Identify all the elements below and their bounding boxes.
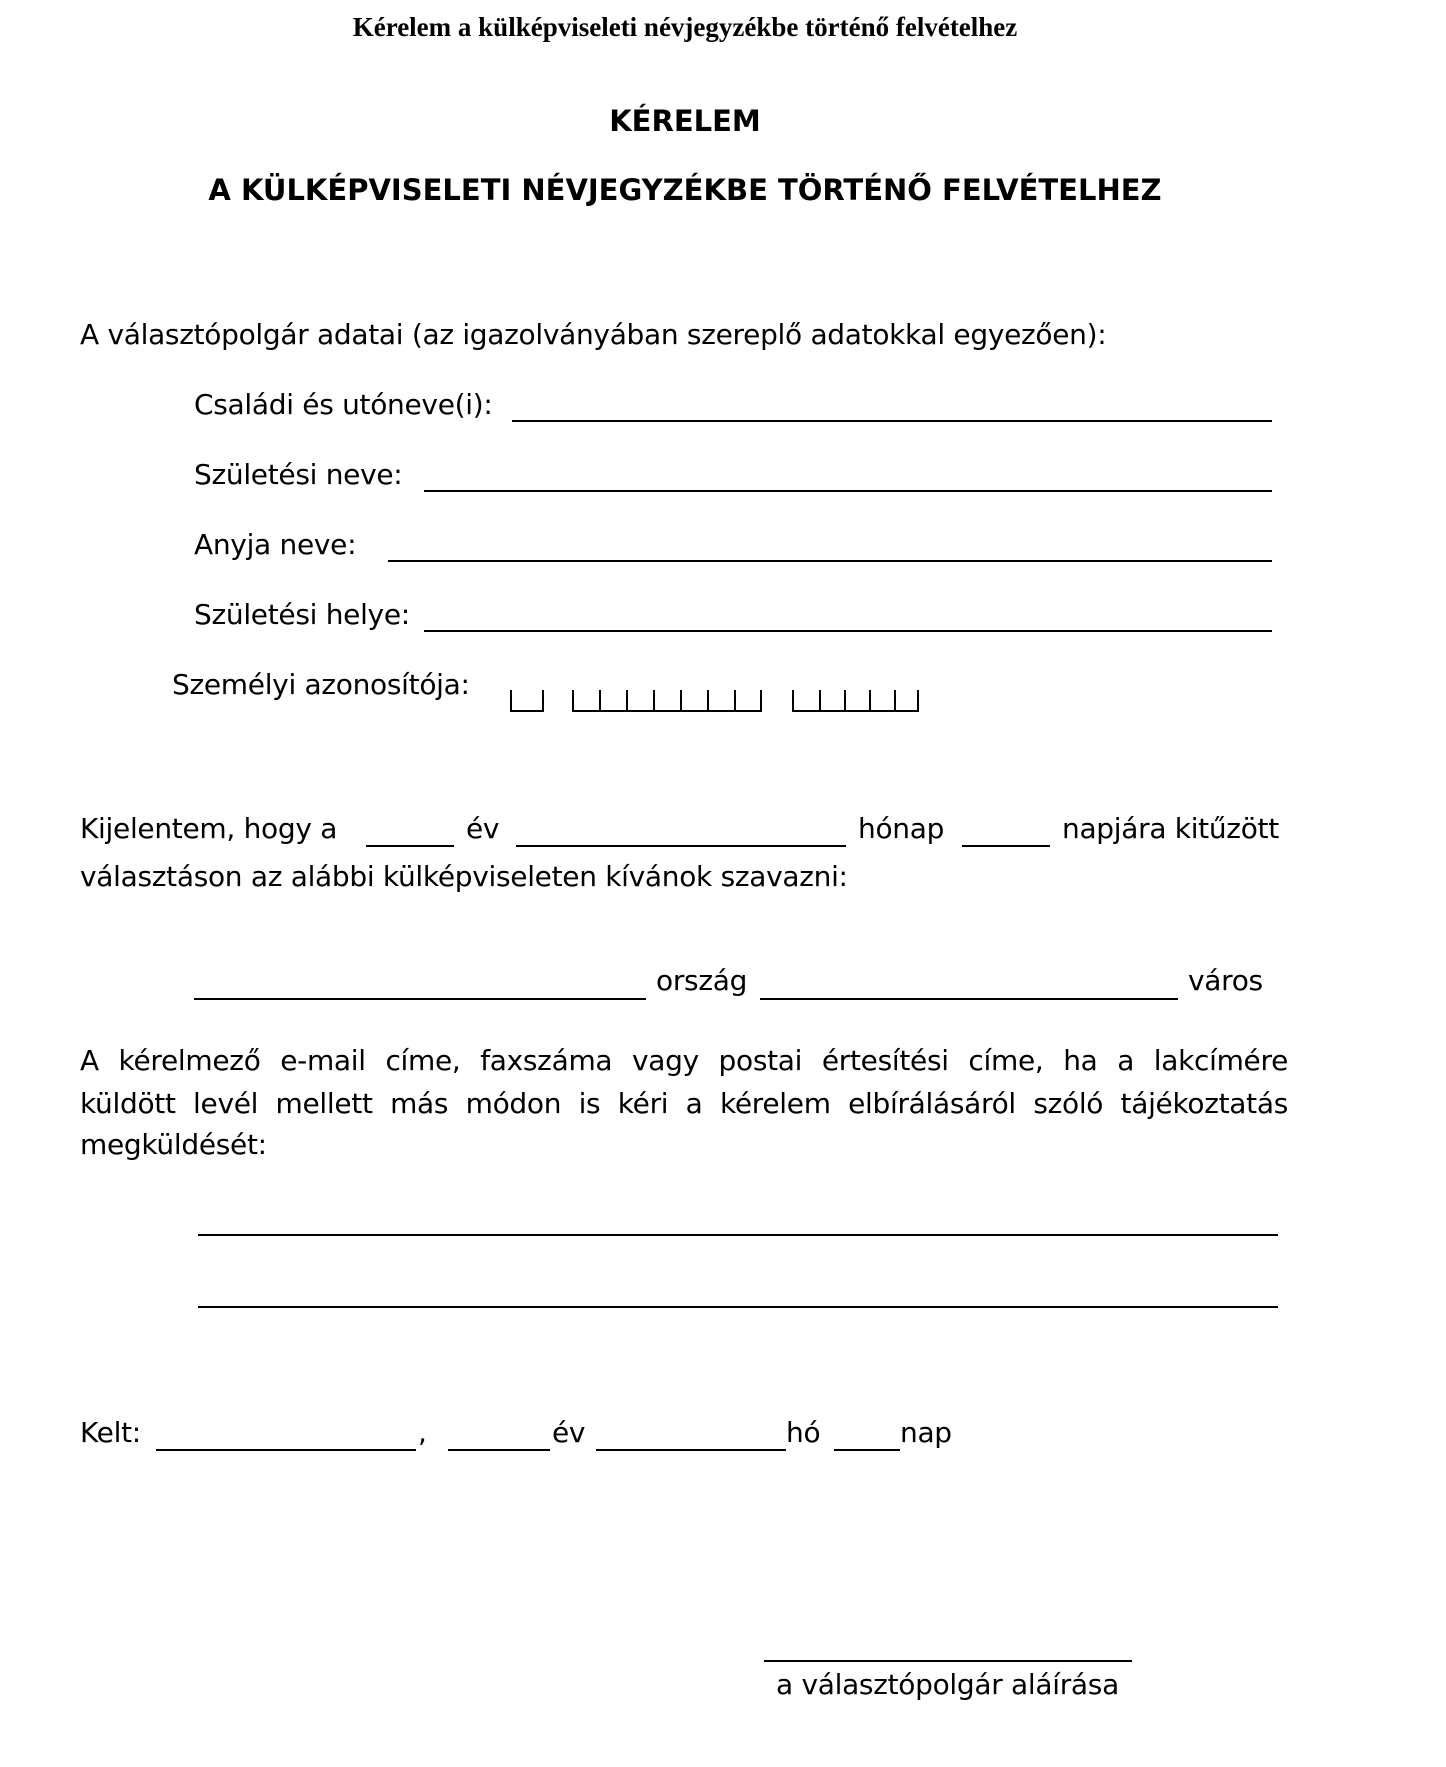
declaration-year-word: év [466,812,500,845]
contact-line-2: küldött levél mellett más módon is kéri a kérelem elbírálásáról szóló tájékoztatás [80,1087,1288,1120]
kelt-comma: , [418,1416,427,1449]
personal-id-box-group-3[interactable] [792,690,919,712]
kelt-day-word: nap [900,1416,952,1449]
family-name-label: Családi és utóneve(i): [194,388,493,421]
personal-id-box-group-2[interactable] [572,690,762,712]
kelt-month-field[interactable] [596,1449,786,1451]
signature-field[interactable] [764,1660,1132,1662]
kelt-month-word: hó [786,1416,821,1449]
birth-place-field[interactable] [424,630,1272,632]
personal-id-label: Személyi azonosítója: [172,668,470,701]
contact-field-line-1[interactable] [198,1234,1278,1236]
running-header: Kérelem a külképviseleti névjegyzékbe történő felvételhez [352,12,1018,42]
mother-name-field[interactable] [388,560,1272,562]
declaration-text-start: Kijelentem, hogy a [80,812,338,845]
country-field[interactable] [194,998,646,1000]
contact-line-3: megküldését: [80,1128,267,1161]
birth-name-label: Születési neve: [194,458,403,491]
page-subtitle: A KÜLKÉPVISELETI NÉVJEGYZÉKBE TÖRTÉNŐ FELVÉTELHEZ [208,173,1162,207]
mother-name-label: Anyja neve: [194,528,357,561]
election-day-field[interactable] [962,845,1050,847]
birth-place-label: Születési helye: [194,598,410,631]
kelt-place-field[interactable] [156,1449,416,1451]
election-year-field[interactable] [366,845,454,847]
kelt-day-field[interactable] [834,1449,900,1451]
city-field[interactable] [760,998,1178,1000]
contact-line-1: A kérelmező e-mail címe, faxszáma vagy postai értesítési címe, ha a lakcímére [80,1044,1288,1077]
kelt-year-word: év [552,1416,586,1449]
personal-id-box-group-1[interactable] [510,690,544,712]
declaration-line-2: választáson az alábbi külképviseleten kívánok szavazni: [80,860,848,893]
birth-name-field[interactable] [424,490,1272,492]
election-month-field[interactable] [516,845,846,847]
contact-field-line-2[interactable] [198,1306,1278,1308]
page-title: KÉRELEM [609,104,761,138]
kelt-label: Kelt: [80,1416,141,1449]
signature-caption: a választópolgár aláírása [776,1668,1119,1701]
voter-data-intro: A választópolgár adatai (az igazolványában szereplő adatokkal egyezően): [80,318,1107,351]
declaration-month-word: hónap [858,812,945,845]
city-label: város [1188,964,1263,997]
family-name-field[interactable] [512,420,1272,422]
kelt-year-field[interactable] [448,1449,550,1451]
declaration-day-word: napjára kitűzött [1062,812,1279,845]
country-label: ország [656,964,748,997]
